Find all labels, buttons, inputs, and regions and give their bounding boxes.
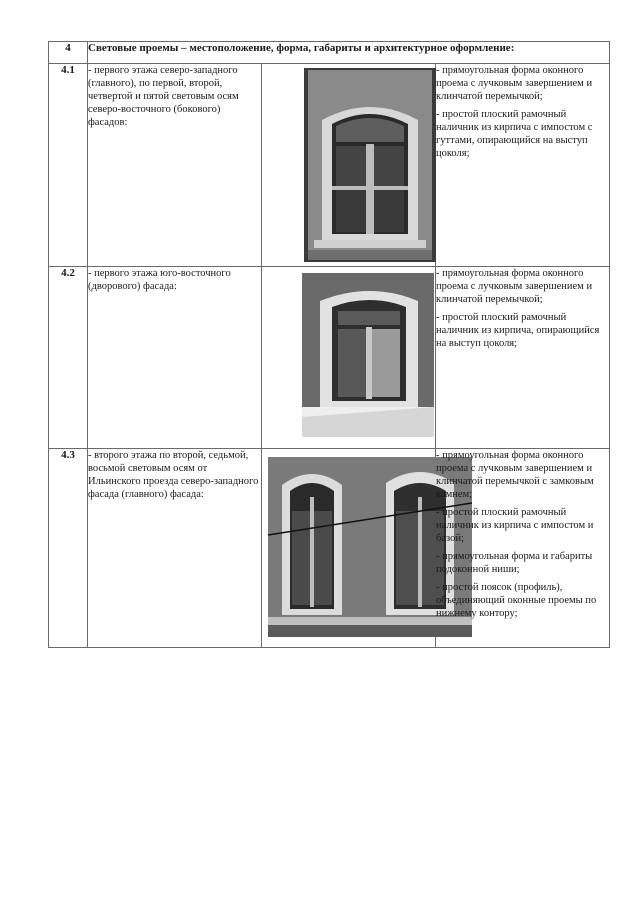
- description-item: - прямоугольная форма оконного проема с лучковым завершением и клинчатой перемычкой;: [436, 268, 593, 305]
- description-item: - простой плоский рамочный наличник из кирпича, опирающийся на выступ цоколя;: [436, 312, 600, 349]
- section-title: Световые проемы – местоположение, форма, габариты и архитектурное оформление:: [88, 42, 610, 64]
- location-text: - первого этажа юго-восточного (дворового) фасада:: [88, 267, 262, 449]
- row-number: 4.1: [49, 64, 88, 267]
- description-item: - прямоугольная форма оконного проема с лучковым завершением и клинчатой перемычкой;: [436, 65, 593, 102]
- description-item: - простой плоский рамочный наличник из кирпича с импостом с гуттами, опирающийся на выступ цоколя;: [436, 109, 593, 159]
- description-item: - прямоугольная форма оконного проема с лучковым завершением и клинчатой перемычкой с замковым камнем;: [436, 450, 594, 500]
- section-number: 4: [49, 42, 88, 64]
- description-item: - простой поясок (профиль), объединяющий оконные проемы по нижнему контору;: [436, 582, 597, 619]
- description-cell: [436, 267, 610, 449]
- monument-description-table: [48, 41, 610, 648]
- description-item: - простой плоский рамочный наличник из кирпича с импостом и базой;: [436, 507, 594, 544]
- location-text: - первого этажа северо-западного (главного), по первой, второй, четвертой и пятой световым осям северо-восточного (бокового) фасадов:: [88, 64, 262, 267]
- location-text: - второго этажа по второй, седьмой, восьмой световым осям от Ильинского проезда северо-западного фасада (главного) фасада:: [88, 449, 262, 648]
- photo-cell: [262, 64, 436, 267]
- row-number: 4.2: [49, 267, 88, 449]
- table-row: [49, 267, 610, 449]
- photo-cell: [262, 449, 436, 648]
- description-cell: [436, 64, 610, 267]
- description-item: - прямоугольная форма и габариты подоконной ниши;: [436, 551, 593, 575]
- row-number: 4.3: [49, 449, 88, 648]
- section-header-row: [49, 42, 610, 64]
- table-row: [49, 449, 610, 648]
- photo-cell: [262, 267, 436, 449]
- table-row: [49, 64, 610, 267]
